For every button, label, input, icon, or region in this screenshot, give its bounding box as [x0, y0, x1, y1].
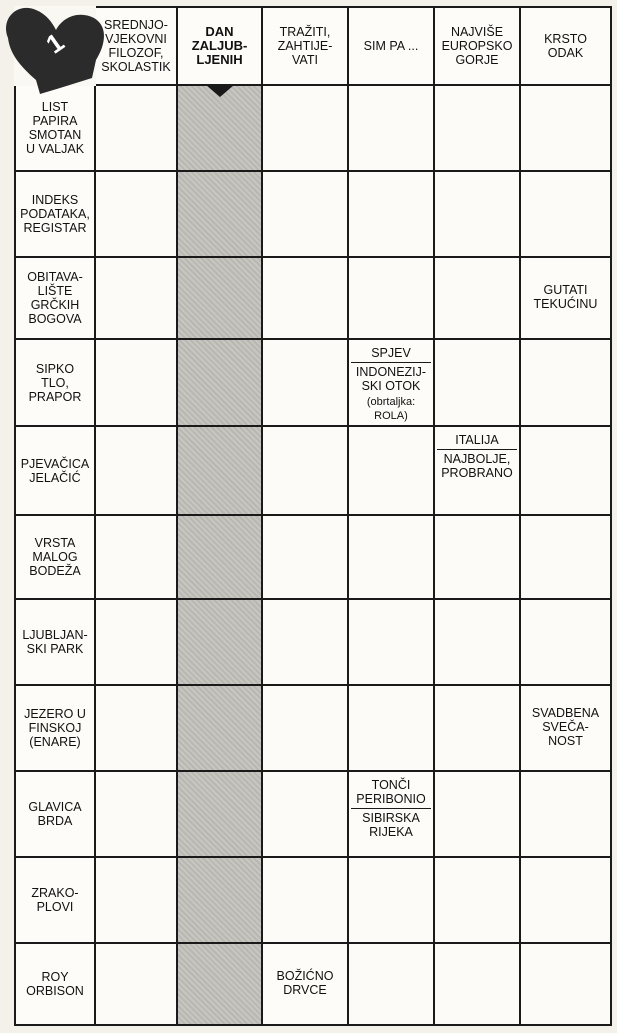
- answer-cell-shaded[interactable]: [178, 172, 263, 258]
- inner-clue-text: BOŽIĆNO DRVCE: [276, 969, 334, 997]
- inner-clue-cell: [521, 686, 612, 772]
- inner-clue-cell: [263, 944, 349, 1026]
- answer-cell-shaded[interactable]: [178, 600, 263, 686]
- answer-cell-shaded[interactable]: [178, 427, 263, 516]
- inner-clue-cell: [349, 340, 435, 427]
- row-clue: LJUBLJAN- SKI PARK: [14, 600, 96, 686]
- answer-cell[interactable]: [521, 427, 612, 516]
- answer-cell[interactable]: [263, 86, 349, 172]
- answer-cell[interactable]: [435, 86, 521, 172]
- row-clue: SIPKO TLO, PRAPOR: [14, 340, 96, 427]
- answer-cell[interactable]: [349, 600, 435, 686]
- column-clue: SREDNJO- VJEKOVNI FILOZOF, SKOLASTIK: [96, 6, 178, 86]
- inner-clue-top: ITALIJA: [437, 431, 517, 450]
- answer-cell[interactable]: [263, 516, 349, 600]
- column-clue: NAJVIŠE EUROPSKO GORJE: [435, 6, 521, 86]
- answer-cell-shaded[interactable]: [178, 516, 263, 600]
- answer-cell[interactable]: [263, 172, 349, 258]
- answer-cell[interactable]: [96, 172, 178, 258]
- answer-cell[interactable]: [263, 772, 349, 858]
- answer-cell[interactable]: [96, 944, 178, 1026]
- answer-cell[interactable]: [96, 427, 178, 516]
- inner-clue-top: TONČI PERIBONIO: [351, 776, 431, 809]
- crossword-grid: [14, 6, 612, 1026]
- inner-clue-top: SPJEV: [351, 344, 431, 363]
- column-clue: SIM PA ...: [349, 6, 435, 86]
- answer-cell[interactable]: [349, 258, 435, 340]
- answer-cell[interactable]: [96, 516, 178, 600]
- answer-cell[interactable]: [263, 858, 349, 944]
- row-clue: VRSTA MALOG BODEŽA: [14, 516, 96, 600]
- row-clue: OBITAVA- LIŠTE GRČKIH BOGOVA: [14, 258, 96, 340]
- answer-cell[interactable]: [435, 858, 521, 944]
- answer-cell[interactable]: [435, 172, 521, 258]
- column-clue: TRAŽITI, ZAHTIJE- VATI: [263, 6, 349, 86]
- answer-cell[interactable]: [435, 258, 521, 340]
- answer-cell[interactable]: [521, 772, 612, 858]
- answer-cell[interactable]: [349, 86, 435, 172]
- answer-cell-shaded[interactable]: [178, 772, 263, 858]
- answer-cell[interactable]: [521, 172, 612, 258]
- inner-clue-cell: [349, 772, 435, 858]
- inner-clue-bottom: SIBIRSKA RIJEKA: [362, 811, 420, 839]
- answer-cell-shaded[interactable]: [178, 340, 263, 427]
- answer-cell[interactable]: [435, 516, 521, 600]
- row-clue: ROY ORBISON: [14, 944, 96, 1026]
- answer-cell[interactable]: [521, 858, 612, 944]
- down-arrow-icon: [206, 85, 234, 97]
- answer-cell[interactable]: [96, 258, 178, 340]
- answer-cell[interactable]: [96, 772, 178, 858]
- answer-cell-shaded[interactable]: [178, 258, 263, 340]
- answer-cell[interactable]: [263, 686, 349, 772]
- answer-cell[interactable]: [521, 516, 612, 600]
- answer-cell[interactable]: [263, 427, 349, 516]
- answer-cell[interactable]: [263, 340, 349, 427]
- answer-cell[interactable]: [349, 516, 435, 600]
- inner-clue-bottom: INDONEZIJ- SKI OTOK: [355, 365, 427, 393]
- row-clue: JEZERO U FINSKOJ (ENARE): [14, 686, 96, 772]
- answer-cell[interactable]: [263, 258, 349, 340]
- row-clue: ZRAKO- PLOVI: [14, 858, 96, 944]
- answer-cell[interactable]: [96, 686, 178, 772]
- answer-cell[interactable]: [349, 427, 435, 516]
- answer-cell[interactable]: [521, 340, 612, 427]
- answer-cell[interactable]: [435, 772, 521, 858]
- answer-cell[interactable]: [435, 340, 521, 427]
- inner-clue-bottom: NAJBOLJE, PROBRANO: [441, 452, 513, 480]
- answer-cell[interactable]: [435, 600, 521, 686]
- answer-cell-shaded[interactable]: [178, 858, 263, 944]
- row-clue: GLAVICA BRDA: [14, 772, 96, 858]
- answer-cell[interactable]: [349, 944, 435, 1026]
- answer-cell[interactable]: [349, 172, 435, 258]
- answer-cell[interactable]: [349, 686, 435, 772]
- answer-cell[interactable]: [96, 86, 178, 172]
- answer-cell-shaded[interactable]: [178, 86, 263, 172]
- column-clue: DAN ZALJUB- LJENIH: [178, 6, 263, 86]
- inner-clue-text: SVADBENA SVEČA- NOST: [531, 706, 600, 748]
- answer-cell[interactable]: [521, 600, 612, 686]
- inner-clue-cell: [435, 427, 521, 516]
- inner-clue-cell: [521, 258, 612, 340]
- puzzle-number: 1: [40, 26, 70, 60]
- answer-cell[interactable]: [435, 686, 521, 772]
- answer-cell[interactable]: [263, 600, 349, 686]
- answer-cell[interactable]: [435, 944, 521, 1026]
- row-clue: LIST PAPIRA SMOTAN U VALJAK: [14, 86, 96, 172]
- answer-cell[interactable]: [96, 600, 178, 686]
- answer-cell[interactable]: [96, 858, 178, 944]
- answer-cell[interactable]: [96, 340, 178, 427]
- row-clue: INDEKS PODATAKA, REGISTAR: [14, 172, 96, 258]
- inner-clue-note: (obrtaljka: ROLA): [366, 396, 416, 422]
- row-clue: PJEVAČICA JELAČIĆ: [14, 427, 96, 516]
- answer-cell[interactable]: [521, 944, 612, 1026]
- answer-cell-shaded[interactable]: [178, 686, 263, 772]
- answer-cell[interactable]: [349, 858, 435, 944]
- column-clue: KRSTO ODAK: [521, 6, 612, 86]
- answer-cell-shaded[interactable]: [178, 944, 263, 1026]
- inner-clue-text: GUTATI TEKUĆINU: [533, 283, 598, 311]
- answer-cell[interactable]: [521, 86, 612, 172]
